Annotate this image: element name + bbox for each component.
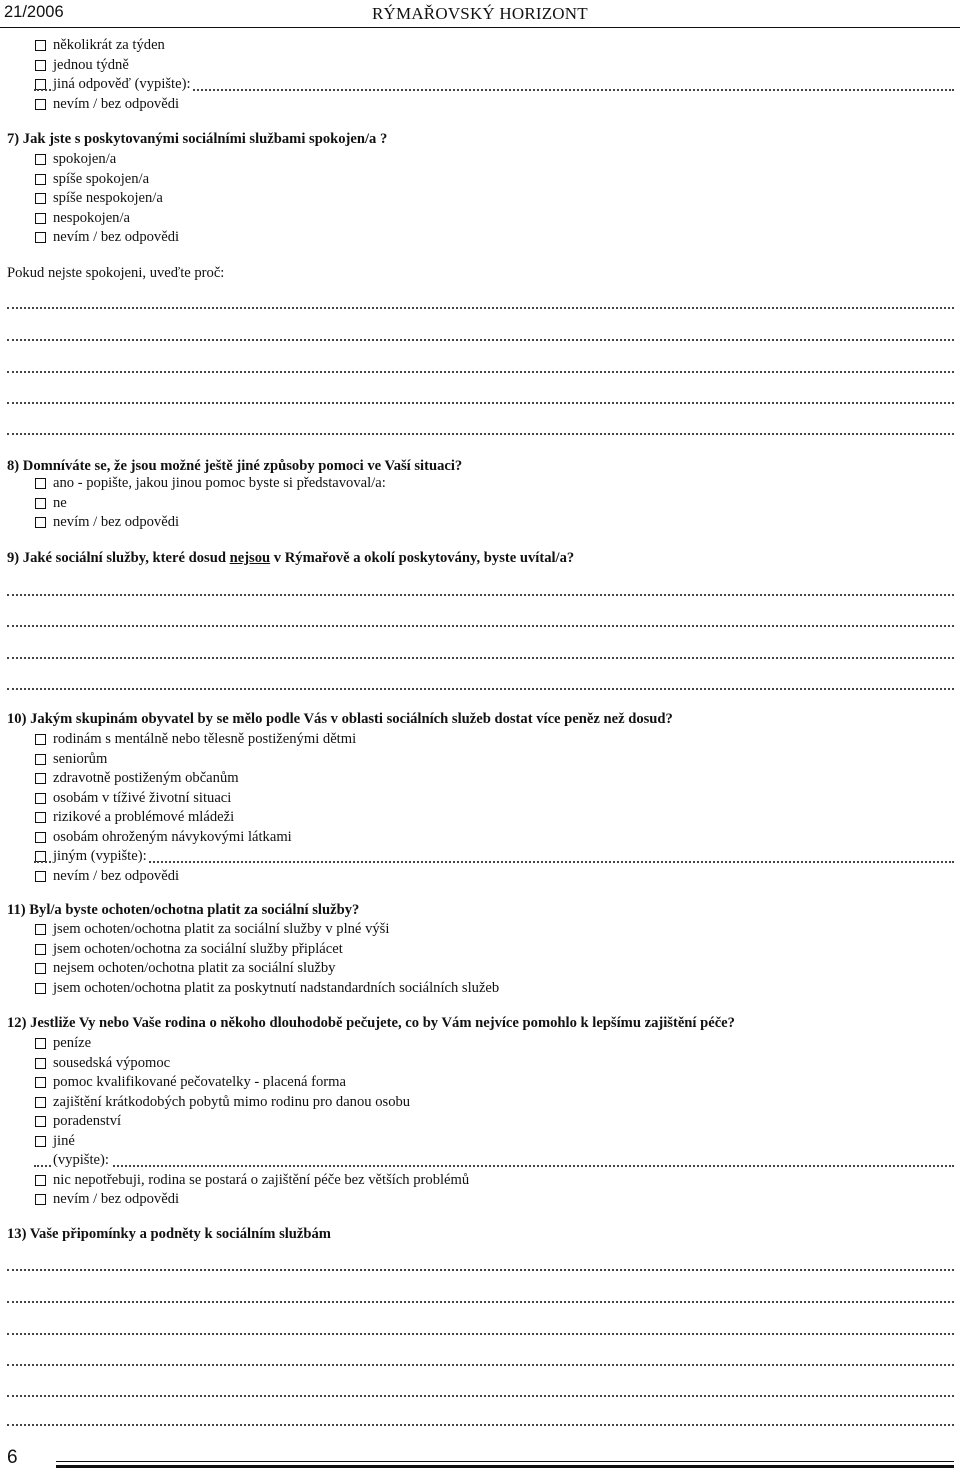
option[interactable]: nespokojen/a [0, 209, 960, 229]
checkbox-icon[interactable] [35, 793, 46, 804]
answer-line[interactable] [7, 402, 954, 404]
option[interactable]: zdravotně postiženým občanům [0, 769, 960, 789]
option[interactable]: jiným (vypište): [0, 847, 960, 867]
checkbox-icon[interactable] [35, 232, 46, 243]
checkbox-icon[interactable] [35, 40, 46, 51]
q11-options [0, 920, 960, 998]
checkbox-icon[interactable] [35, 983, 46, 994]
checkbox-icon[interactable] [35, 754, 46, 765]
write-in-line[interactable] [34, 861, 954, 863]
question-12: 12) Jestliže Vy nebo Vaše rodina o někoho dlouhodobě pečujete, co by Vám nejvíce pomohlo k lepšímu zajištění péče? [7, 1015, 735, 1031]
q12-options [0, 1034, 960, 1210]
question-9: 9) Jaké sociální služby, které dosud nejsou v Rýmařově a okolí poskytovány, byste uvítal/a? [7, 550, 575, 566]
checkbox-icon[interactable] [35, 1136, 46, 1147]
answer-line[interactable] [7, 1301, 954, 1303]
option[interactable]: pomoc kvalifikované pečovatelky - placená forma [0, 1073, 960, 1093]
journal-title: RÝMAŘOVSKÝ HORIZONT [372, 4, 588, 23]
checkbox-icon[interactable] [35, 517, 46, 528]
option[interactable]: poradenství [0, 1112, 960, 1132]
checkbox-icon[interactable] [35, 60, 46, 71]
question-11: 11) Byl/a byste ochoten/ochotna platit za sociální služby? [7, 902, 360, 918]
option[interactable]: spíše spokojen/a [0, 170, 960, 190]
option[interactable]: nevím / bez odpovědi [0, 513, 960, 533]
q10-options [0, 730, 960, 886]
option[interactable]: několikrát za týden [0, 36, 960, 56]
checkbox-icon[interactable] [35, 193, 46, 204]
checkbox-icon[interactable] [35, 154, 46, 165]
checkbox-icon[interactable] [35, 871, 46, 882]
question-8: 8) Domníváte se, že jsou možné ještě jiné způsoby pomoci ve Vaší situaci? [7, 458, 463, 474]
checkbox-icon[interactable] [35, 174, 46, 185]
checkbox-icon[interactable] [35, 924, 46, 935]
answer-line[interactable] [7, 1333, 954, 1335]
option[interactable]: jsem ochoten/ochotna za sociální služby připlácet [0, 940, 960, 960]
checkbox-icon[interactable] [35, 1058, 46, 1069]
checkbox-icon[interactable] [35, 99, 46, 110]
footer-rule [56, 1465, 954, 1468]
checkbox-icon[interactable] [35, 1077, 46, 1088]
page-header [0, 0, 960, 28]
answer-line[interactable] [7, 1395, 954, 1397]
checkbox-icon[interactable] [35, 734, 46, 745]
answer-line[interactable] [7, 1424, 954, 1426]
checkbox-icon[interactable] [35, 1194, 46, 1205]
checkbox-icon[interactable] [35, 1116, 46, 1127]
checkbox-icon[interactable] [35, 1038, 46, 1049]
checkbox-icon[interactable] [35, 832, 46, 843]
issue-number: 21/2006 [4, 3, 64, 21]
q7-followup: Pokud nejste spokojeni, uveďte proč: [7, 265, 225, 281]
checkbox-icon[interactable] [35, 478, 46, 489]
option[interactable]: jsem ochoten/ochotna platit za sociální služby v plné výši [0, 920, 960, 940]
option[interactable]: ne [0, 494, 960, 514]
checkbox-icon[interactable] [35, 773, 46, 784]
checkbox-icon[interactable] [35, 1097, 46, 1108]
answer-line[interactable] [7, 433, 954, 435]
option[interactable]: rodinám s mentálně nebo tělesně postiženými dětmi [0, 730, 960, 750]
option[interactable]: jiná odpověď (vypište): [0, 75, 960, 95]
checkbox-icon[interactable] [35, 1175, 46, 1186]
option[interactable]: peníze [0, 1034, 960, 1054]
question-10: 10) Jakým skupinám obyvatel by se mělo podle Vás v oblasti sociálních služeb dostat více peněz než dosud? [7, 711, 673, 727]
checkbox-icon[interactable] [35, 213, 46, 224]
question-13: 13) Vaše připomínky a podněty k sociálním službám [7, 1226, 331, 1242]
option[interactable]: ano - popište, jakou jinou pomoc byste si představoval/a: [0, 474, 960, 494]
page-number: 6 [7, 1447, 18, 1468]
write-in-line[interactable] [34, 1165, 954, 1167]
answer-line[interactable] [7, 1269, 954, 1271]
checkbox-icon[interactable] [35, 944, 46, 955]
option[interactable]: nejsem ochoten/ochotna platit za sociální služby [0, 959, 960, 979]
answer-line[interactable] [7, 1364, 954, 1366]
q8-options [0, 474, 960, 533]
option[interactable]: spokojen/a [0, 150, 960, 170]
option[interactable]: seniorům [0, 750, 960, 770]
answer-line[interactable] [7, 688, 954, 690]
question-7: 7) Jak jste s poskytovanými sociálními službami spokojen/a ? [7, 131, 388, 147]
checkbox-icon[interactable] [35, 963, 46, 974]
answer-line[interactable] [7, 371, 954, 373]
option[interactable]: osobám ohroženým návykovými látkami [0, 828, 960, 848]
option[interactable]: zajištění krátkodobých pobytů mimo rodinu pro danou osobu [0, 1093, 960, 1113]
answer-line[interactable] [7, 307, 954, 309]
option[interactable]: nevím / bez odpovědi [0, 1190, 960, 1210]
q7-options [0, 150, 960, 248]
option[interactable]: jiné [0, 1132, 960, 1152]
q6-options [0, 36, 960, 114]
option[interactable]: nic nepotřebuji, rodina se postará o zajištění péče bez větších problémů [0, 1171, 960, 1191]
option[interactable]: jednou týdně [0, 56, 960, 76]
write-in-row[interactable]: (vypište): [0, 1151, 960, 1171]
footer-rule [56, 1461, 954, 1462]
answer-line[interactable] [7, 625, 954, 627]
checkbox-icon[interactable] [35, 498, 46, 509]
option[interactable]: sousedská výpomoc [0, 1054, 960, 1074]
option[interactable]: rizikové a problémové mládeži [0, 808, 960, 828]
answer-line[interactable] [7, 339, 954, 341]
option[interactable]: spíše nespokojen/a [0, 189, 960, 209]
option[interactable]: osobám v tíživé životní situaci [0, 789, 960, 809]
option[interactable]: jsem ochoten/ochotna platit za poskytnutí nadstandardních sociálních služeb [0, 979, 960, 999]
option[interactable]: nevím / bez odpovědi [0, 867, 960, 887]
answer-line[interactable] [7, 657, 954, 659]
checkbox-icon[interactable] [35, 812, 46, 823]
answer-line[interactable] [7, 594, 954, 596]
option[interactable]: nevím / bez odpovědi [0, 95, 960, 115]
option[interactable]: nevím / bez odpovědi [0, 228, 960, 248]
